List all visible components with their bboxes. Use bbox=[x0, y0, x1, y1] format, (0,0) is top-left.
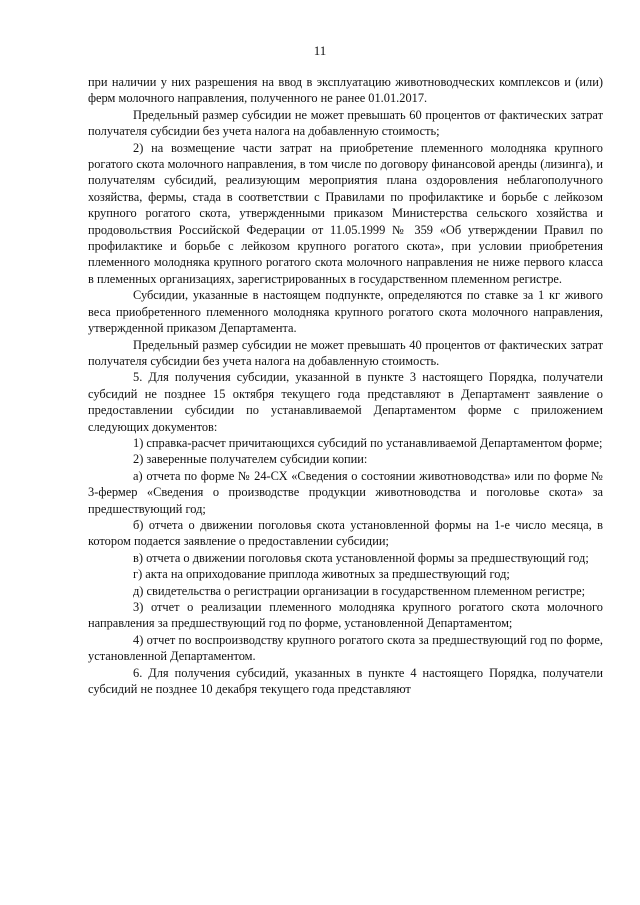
paragraph: д) свидетельства о регистрации организации в государственном племенном регистре; bbox=[133, 583, 586, 598]
paragraph: 1) справка-расчет причитающихся субсидий по устанавливаемой Департаментом форме; bbox=[133, 435, 603, 450]
paragraph: а) отчета по форме № 24-СХ «Сведения о состоянии животноводства» или по форме № 3-фермер «Сведения о производстве продукции животноводства и поголовье скота» за предшествующий год; bbox=[88, 468, 603, 516]
paragraph: Предельный размер субсидии не может превышать 60 процентов от фактических затрат получателя субсидии без учета налога на добавленную стоимость; bbox=[88, 107, 603, 139]
paragraph: 6. Для получения субсидий, указанных в пункте 4 настоящего Порядка, получатели субсидий не позднее 10 декабря текущего года представляют bbox=[88, 665, 603, 697]
paragraph: 2) на возмещение части затрат на приобретение племенного молодняка крупного рогатого скота молочного направления, в том числе по договору финансовой аренды (лизинга), и получателям субсидий, реализующим мероприятия плана оздоровления неблагополучного хозяйства, фермы, стада в соответствии с Правилами по профилактике и борьбе с лейкозом крупного рогатого скота, утвержденными приказом Министерства сельского хозяйства и продовольствия Российской Федерации от 11.05.1999 № 359 «Об утверждении Правил по профилактике и борьбе с лейкозом крупного рогатого скота», при условии приобретения племенного молодняка крупного рогатого скота молочного направления не ниже первого класса в племенных организациях, зарегистрированных в государственном племенном регистре. bbox=[88, 140, 603, 286]
paragraph: Субсидии, указанные в настоящем подпункте, определяются по ставке за 1 кг живого веса приобретенного племенного молодняка крупного рогатого скота молочного направления, утвержденной приказом Департамента. bbox=[88, 288, 603, 336]
document-body bbox=[88, 74, 603, 697]
paragraph: при наличии у них разрешения на ввод в эксплуатацию животноводческих комплексов и (или) ферм молочного направления, полученного не ранее 01.01.2017. bbox=[88, 75, 603, 106]
paragraph: 5. Для получения субсидии, указанной в пункте 3 настоящего Порядка, получатели субсидий не позднее 15 октября текущего года представляют в Департамент заявление о предоставлении субсидии по устанавливаемой Департаментом форме с приложением следующих документов: bbox=[88, 370, 603, 434]
paragraph: б) отчета о движении поголовья скота установленной формы на 1-е число месяца, в котором подается заявление о предоставлении субсидии; bbox=[88, 517, 603, 549]
paragraph: в) отчета о движении поголовья скота установленной формы за предшествующий год; bbox=[133, 550, 589, 565]
paragraph: 3) отчет о реализации племенного молодняка крупного рогатого скота молочного направления за предшествующий год по форме, установленной Департаментом; bbox=[88, 600, 603, 631]
page-number: 11 bbox=[313, 43, 327, 58]
paragraph: 2) заверенные получателем субсидии копии: bbox=[133, 452, 368, 467]
paragraph: Предельный размер субсидии не может превышать 40 процентов от фактических затрат получателя субсидии без учета налога на добавленную стоимость. bbox=[88, 337, 603, 368]
paragraph: 4) отчет по воспроизводству крупного рогатого скота за предшествующий год по форме, установленной Департаментом. bbox=[88, 632, 603, 664]
paragraph: г) акта на оприходование приплода животных за предшествующий год; bbox=[133, 567, 510, 582]
